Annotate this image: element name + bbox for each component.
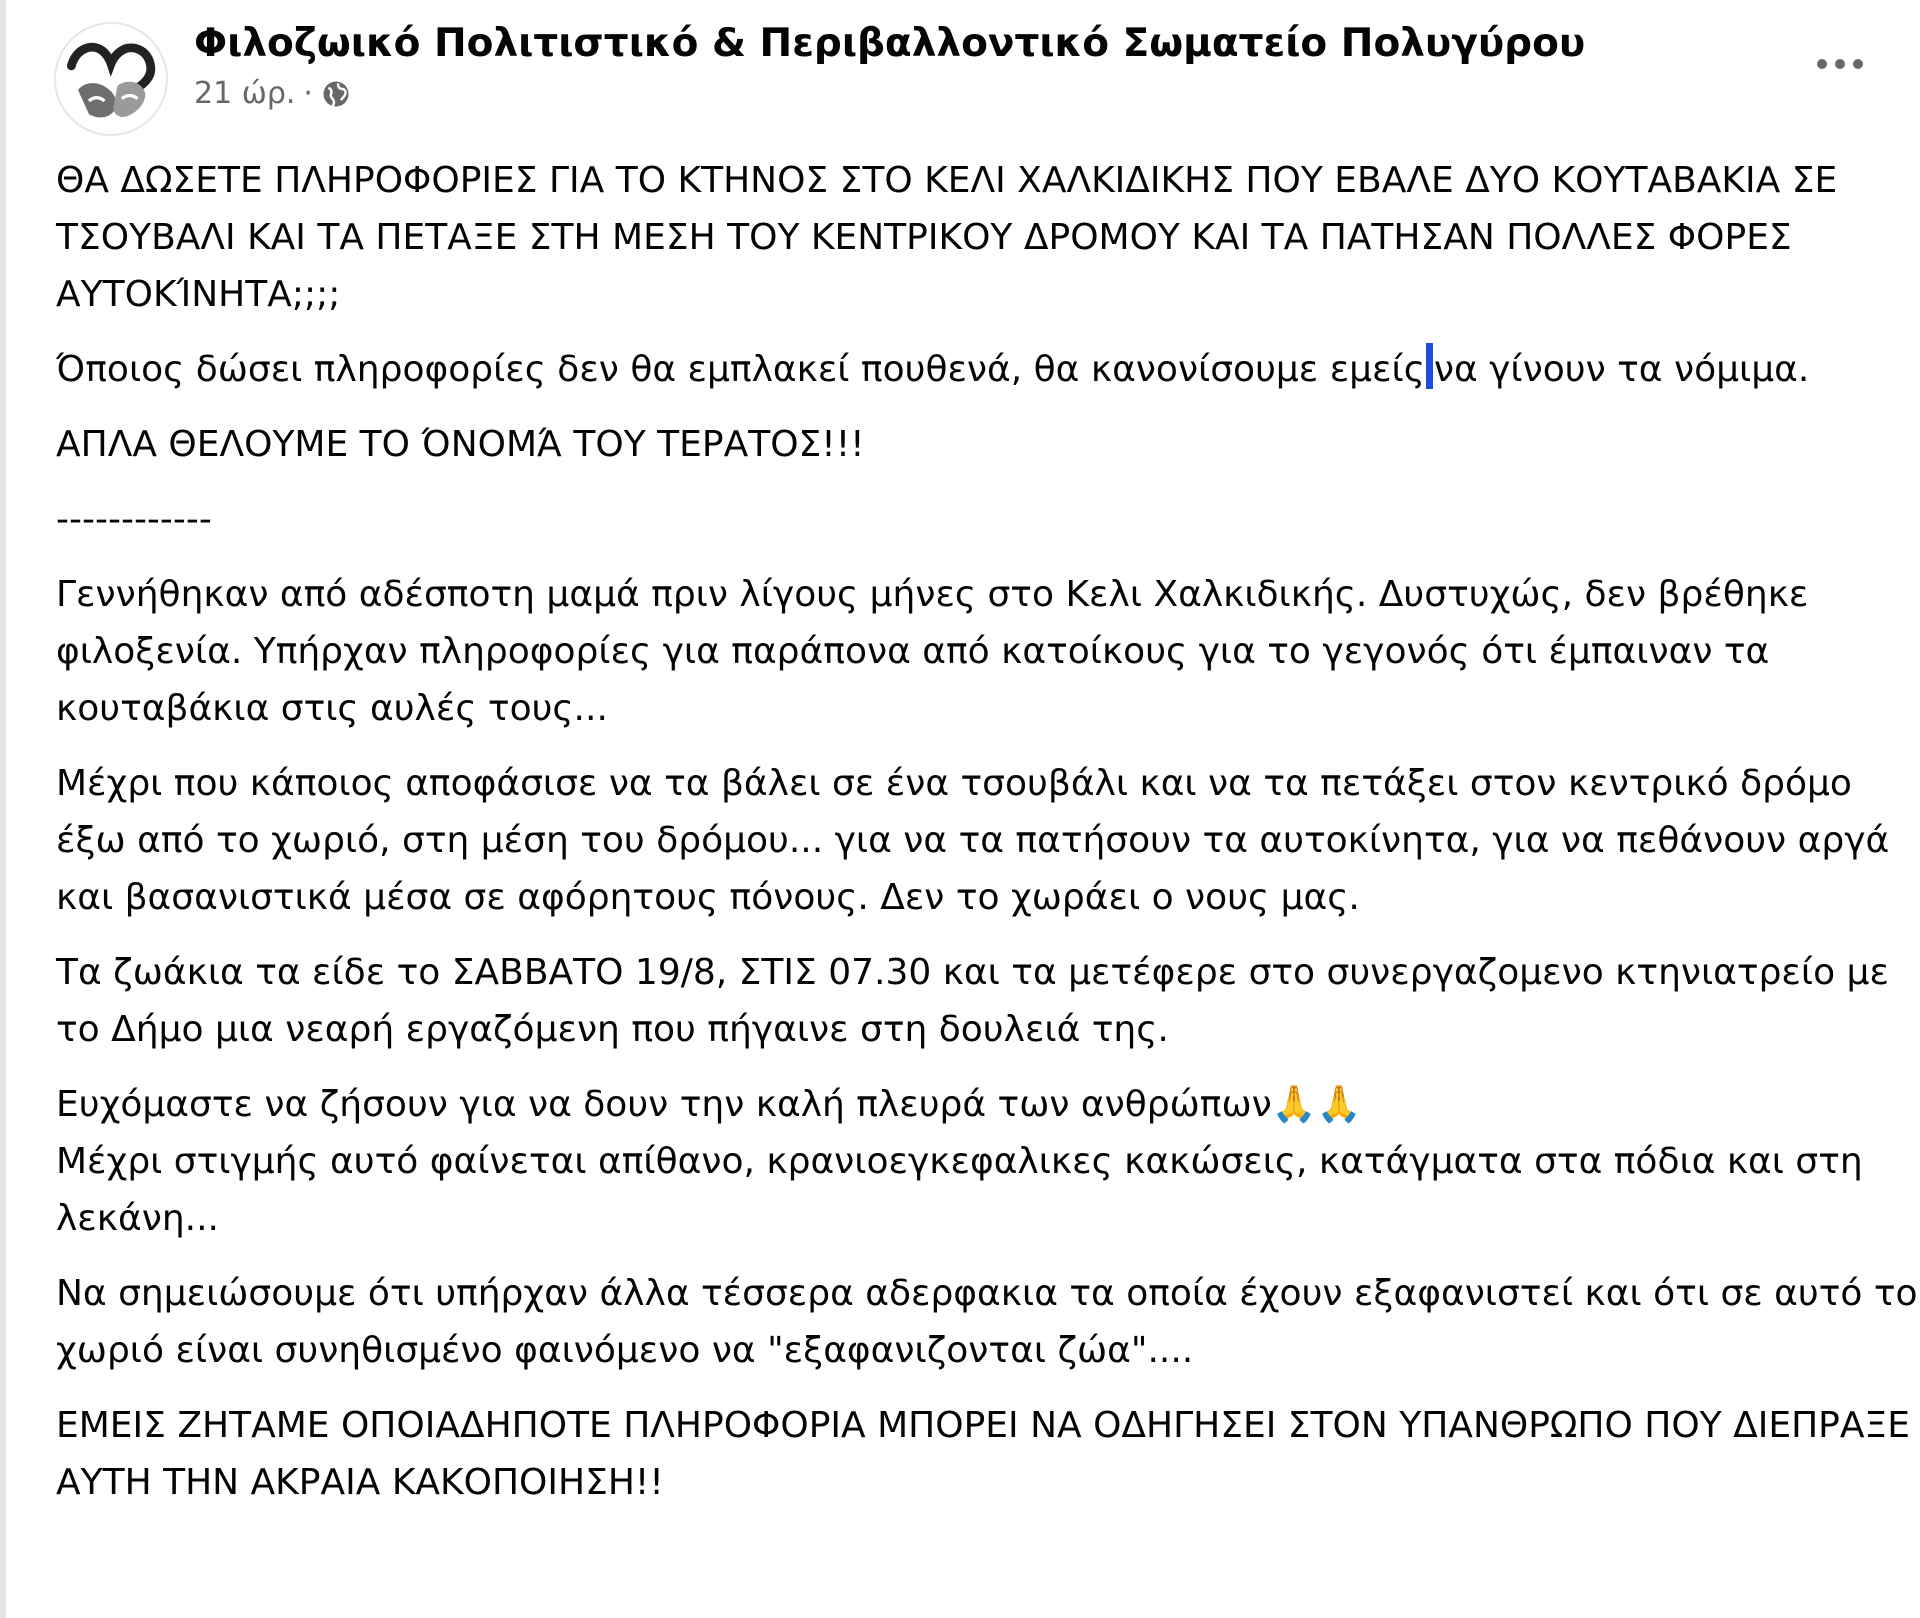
post-timestamp[interactable]: 21 ώρ. [194,76,296,111]
paragraph-2-end: να γίνουν τα νόμιμα. [1433,349,1810,390]
paragraph-1: ΘΑ ΔΩΣΕΤΕ ΠΛΗΡΟΦΟΡΙΕΣ ΓΙΑ ΤΟ ΚΤΗΝΟΣ ΣΤΟ ΚΕΛΙ ΧΑΛΚΙΔΙΚΗΣ ΠΟΥ ΕΒΑΛΕ ΔΥΟ ΚΟΥΤΑΒΑΚΙΑ ΣΕ ΤΣΟΥΒΑΛΙ ΚΑΙ ΤΑ ΠΕΤΑΞΕ ΣΤΗ ΜΕΣΗ ΤΟΥ ΚΕΝΤΡΙΚΟΥ ΔΡΟΜΟΥ ΚΑΙ ΤΑ ΠΑΤΗΣΑΝ ΠΟΛΛΕΣ ΦΟΡΕΣ ΑΥΤΟΚΊΝΗΤΑ;;;; [56,160,1838,315]
paragraph-8: Να σημειώσουμε ότι υπήρχαν άλλα τέσσερα αδερφακια τα οποία έχουν εξαφανιστεί και ότι σε αυτό το χωριό είναι συνηθισμένο φαινόμενο να "εξαφανιζονται ζώα".... [56,1273,1918,1371]
meta-separator: · [303,76,313,111]
paragraph-3: ΑΠΛΑ ΘΕΛΟΥΜΕ ΤΟ ΌΝΟΜΆ ΤΟΥ ΤΕΡΑΤΟΣ!!! [56,424,865,465]
paragraph-7: Ευχόμαστε να ζήσουν για να δουν την καλή πλευρά των ανθρώπων🙏🙏 Μέχρι στιγμής αυτό φαίνεται απίθανο, κρανιοεγκεφαλικες κακώσεις, κατάγματα στα πόδια και στη λεκάνη... [56,1084,1863,1239]
paragraph-5: Μέχρι που κάποιος αποφάσισε να τα βάλει σε ένα τσουβάλι και να τα πετάξει στον κεντρικό δρόμο έξω από το χωριό, στη μέση του δρόμου... για να τα πατήσουν τα αυτοκίνητα, για να πεθάνουν αργά και βασανιστικά μέσα σε αφόρητους πόνους. Δεν το χωράει ο νους μας. [56,763,1890,918]
page-name-link[interactable]: Φιλοζωικό Πολιτιστικό & Περιβαλλοντικό Σωματείο Πολυγύρου [194,21,1586,66]
text-caret [1426,343,1433,389]
paragraph-9: ΕΜΕΙΣ ΖΗΤΑΜΕ ΟΠΟΙΑΔΗΠΟΤΕ ΠΛΗΡΟΦΟΡΙΑ ΜΠΟΡΕΙ ΝΑ ΟΔΗΓΗΣΕΙ ΣΤΟΝ ΥΠΑΝΘΡΩΠΟ ΠΟΥ ΔΙΕΠΡΑΞΕ ΑΥΤΗ ΤΗΝ ΑΚΡΑΙΑ ΚΑΚΟΠΟΙΗΣΗ!! [56,1405,1910,1503]
post-header [54,18,1872,128]
avatar[interactable] [54,22,168,136]
paragraph-4: Γεννήθηκαν από αδέσποτη μαμά πριν λίγους μήνες στο Κελι Χαλκιδικής. Δυστυχώς, δεν βρέθηκε φιλοξενία. Υπήρχαν πληροφορίες για παράπονα από κατοίκους για το γεγονός ότι έμπαιναν τα κουταβάκια στις αυλές τους... [56,574,1809,729]
post-meta [194,74,351,114]
divider-line: ------------ [56,499,212,540]
post-text [56,152,1918,1529]
paragraph-6: Τα ζωάκια τα είδε το ΣΑΒΒΑΤΟ 19/8, ΣΤΙΣ 07.30 και τα μετέφερε στο συνεργαζομενο κτηνιατρείο με το Δήμο μια νεαρή εργαζόμενη που πήγαινε στη δουλειά της. [56,952,1889,1050]
hands-heart-logo-icon [56,24,166,134]
paragraph-2 [56,341,1918,398]
more-options-icon [1816,58,1864,70]
globe-icon[interactable] [321,79,351,109]
more-options-button[interactable] [1808,44,1872,84]
paragraph-2-start: Όποιος δώσει πληροφορίες δεν θα εμπλακεί πουθενά, θα κανονίσουμε εμείς [56,349,1425,390]
